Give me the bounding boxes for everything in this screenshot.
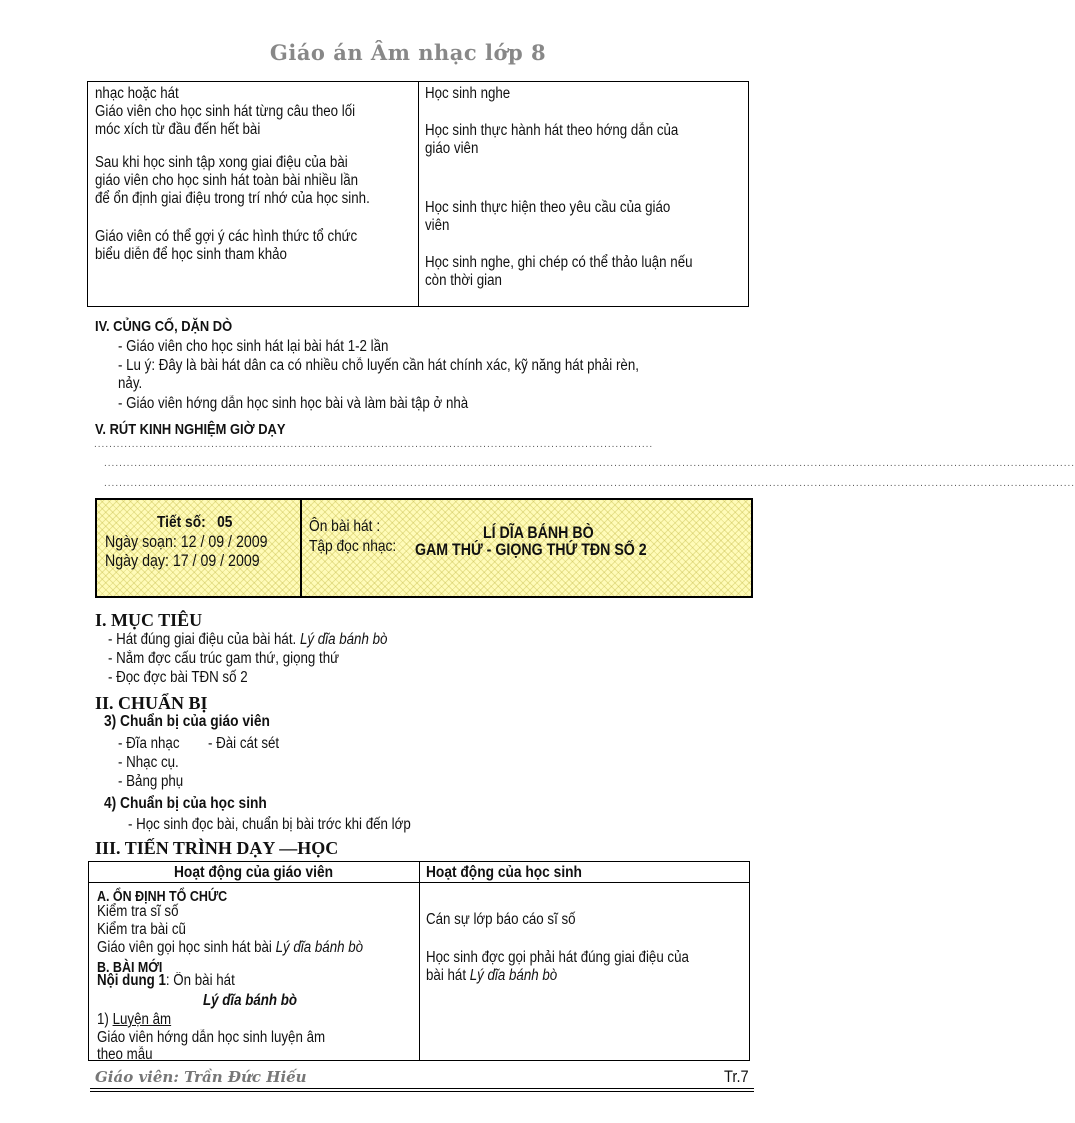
text-line: Kiểm tra sĩ số <box>97 903 179 920</box>
content-1-line: Nội dung 1: Ôn bài hát <box>97 972 235 989</box>
page-header-title: Giáo án Âm nhạc lớp 8 <box>269 40 547 65</box>
teacher-prep-heading: 3) Chuẩn bị của giáo viên <box>104 713 270 730</box>
text-line: theo mẫu <box>97 1046 153 1063</box>
text-line: - Lu ý: Đây là bài hát dân ca có nhiều chỗ luyến cần hát chính xác, kỹ năng hát phải rèn, <box>118 357 639 374</box>
col-header-student-label: Hoạt động của học sinh <box>425 864 582 881</box>
text-line: giáo viên <box>424 140 478 157</box>
procedure-table <box>88 861 750 1061</box>
teach-date: Ngày dạy: 17 / 09 / 2009 <box>105 552 260 570</box>
student-activity-cell <box>418 82 749 307</box>
text-line: Học sinh nghe <box>424 85 510 102</box>
prep-item: - Học sinh đọc bài, chuẩn bị bài trớc khi đến lớp <box>128 816 411 833</box>
song-name: Lý dĩa bánh bò <box>469 967 557 984</box>
text-line: Sau khi học sinh tập xong giai điệu của bài <box>95 154 348 171</box>
objectives-heading: I. MỤC TIÊU <box>95 610 203 630</box>
song-title: Lý dĩa bánh bò <box>203 992 298 1009</box>
section-v-heading: V. RÚT KINH NGHIỆM GIỜ DẠY <box>95 421 286 438</box>
text-line: bài hát Lý dĩa bánh bò <box>425 967 557 984</box>
dotted-line: .................................................................................................................................................... <box>94 439 654 450</box>
footer-teacher-name: Giáo viên: Trần Đức Hiếu <box>95 1068 307 1086</box>
col-header-teacher <box>89 862 420 883</box>
text-line: nảy. <box>118 375 143 392</box>
text-line: Học sinh thực hiện theo yêu cầu của giáo <box>424 199 670 216</box>
text-line: Giáo viên có thể gợi ý các hình thức tổ chức <box>95 228 358 245</box>
text-line: Cán sự lớp báo cáo sĩ số <box>425 911 576 928</box>
objective-item: - Nắm đợc cấu trúc gam thứ, giọng thứ <box>108 650 340 667</box>
text-line: còn thời gian <box>424 272 502 289</box>
text-line: để ổn định giai điệu trong trí nhớ của học sinh. <box>95 190 370 207</box>
section-iv-heading: IV. CỦNG CỐ, DẶN DÒ <box>95 318 233 335</box>
song-review-label: Ôn bài hát : <box>309 518 381 535</box>
objective-item: - Hát đúng giai điệu của bài hát. Lý dĩa bánh bò <box>108 631 388 648</box>
lesson-number-value: 05 <box>217 514 233 531</box>
text-line: - Giáo viên hớng dẫn học sinh học bài và làm bài tập ở nhà <box>118 395 469 412</box>
text-line: Giáo viên gọi học sinh hát bài Lý dĩa bánh bò <box>97 939 364 956</box>
text-line: Giáo viên hớng dẫn học sinh luyện âm <box>97 1029 326 1046</box>
col-header-teacher-label: Hoạt động của giáo viên <box>174 864 334 881</box>
col-header-student <box>419 862 750 883</box>
sight-reading-title: GAM THỨ - GIỌNG THỨ TĐN SỐ 2 <box>415 541 647 559</box>
text-line: Học sinh đợc gọi phải hát đúng giai điệu của <box>425 949 689 966</box>
vocal-warmup-line: 1) Luyện âm <box>97 1011 172 1028</box>
text-line: giáo viên cho học sinh hát toàn bài nhiều lần <box>95 172 359 189</box>
dotted-line: ................................................................................................................................................................................................................................................................. <box>104 478 1075 489</box>
song-name: Lý dĩa bánh bò <box>275 939 364 956</box>
text-line: Kiểm tra bài cũ <box>97 921 186 938</box>
text-line: viên <box>424 217 449 234</box>
box-divider <box>300 500 302 596</box>
student-activity-cell <box>419 883 750 1061</box>
prep-item: - Bảng phụ <box>118 773 184 790</box>
text-line: Học sinh nghe, ghi chép có thể thảo luận nếu <box>424 254 693 271</box>
song-name: Lý dĩa bánh bò <box>299 631 388 648</box>
activity-table-continued <box>87 81 749 307</box>
footer-rule <box>90 1091 754 1092</box>
text-line: Học sinh thực hành hát theo hớng dẫn của <box>424 122 678 139</box>
text-line: biểu diễn để học sinh tham khảo <box>95 246 287 263</box>
text-line: móc xích từ đầu đến hết bài <box>95 121 261 138</box>
objective-item: - Đọc đợc bài TĐN số 2 <box>108 669 248 686</box>
prep-item: - Đĩa nhạc <box>118 735 180 752</box>
prep-item: - Đài cát sét <box>208 735 280 752</box>
section-b-heading: B. BÀI MỚI <box>97 960 163 976</box>
preparation-heading: II. CHUẨN BỊ <box>95 693 208 713</box>
dotted-line: ................................................................................................................................................................................................................................................................. <box>104 458 1075 469</box>
teacher-activity-cell <box>88 82 419 307</box>
lesson-number-label: Tiết số: 05 <box>157 514 233 531</box>
text-line: - Giáo viên cho học sinh hát lại bài hát 1-2 lần <box>118 338 389 355</box>
teacher-activity-cell <box>89 883 420 1061</box>
text-line: Giáo viên cho học sinh hát từng câu theo lối <box>95 103 356 120</box>
lesson-info-box <box>95 498 753 598</box>
student-prep-heading: 4) Chuẩn bị của học sinh <box>104 795 267 812</box>
section-a-heading: A. ỔN ĐỊNH TỔ CHỨC <box>97 889 228 905</box>
sight-reading-label: Tập đọc nhạc: <box>309 538 397 555</box>
procedure-heading: III. TIẾN TRÌNH DẠY —HỌC <box>95 838 339 858</box>
prep-date: Ngày soạn: 12 / 09 / 2009 <box>105 533 268 551</box>
footer-rule <box>90 1088 754 1089</box>
song-review-title: LÍ DĨA BÁNH BÒ <box>483 524 594 542</box>
text-line: nhạc hoặc hát <box>95 85 179 102</box>
prep-item: - Nhạc cụ. <box>118 754 179 771</box>
footer-page-number: Tr.7 <box>724 1067 749 1086</box>
